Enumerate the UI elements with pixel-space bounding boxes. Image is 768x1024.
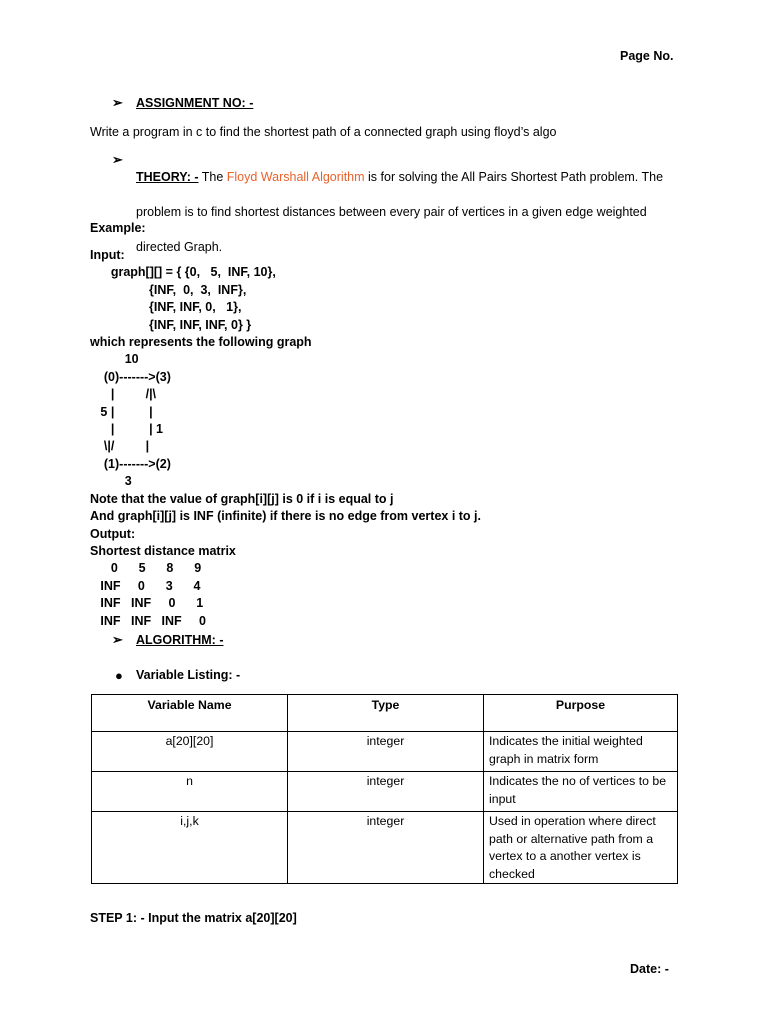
table-header-row [92,695,678,732]
header-purpose: Purpose [484,695,678,732]
variable-type-cell: integer [288,812,484,884]
page-number-label: Page No. [620,49,674,63]
variable-listing-heading: Variable Listing: - [136,668,241,682]
step-1-line [90,910,297,927]
example-code-block: Input: graph[][] = { {0, 5, INF, 10}, {INF, 0, 3, INF}, {INF, INF, 0, 1}, {INF, INF, INF, 0} } which represents the following graph 10 (0)------->(3) | /|\ 5 | | | | 1 \|/ | (1)------->(2) 3 Note that the value of graph[i][j] is 0 if i is equal to j And graph[i][j] is INF (infinite) if there is no edge from vertex i to j. Output: Shortest distance matrix 0 5 8 9 INF 0 3 4 INF INF 0 1 INF INF INF 0 [90,248,481,628]
table-row [92,772,678,812]
theory-line-3: directed Graph. [136,240,223,255]
step-1-label: STEP 1: [90,911,138,925]
arrow-bullet-icon: ➢ [112,632,123,647]
arrow-bullet-icon: ➢ [112,152,123,167]
variable-purpose-cell: Indicates the initial weighted graph in matrix form [484,732,678,772]
example-heading: Example: [90,221,146,235]
arrow-bullet-icon: ➢ [112,95,123,110]
variable-purpose-cell: Used in operation where direct path or alternative path from a vertex to a another vertex is checked [484,812,678,884]
theory-text-after: is for solving the All Pairs Shortest Path problem. The [364,170,664,185]
assignment-heading: ASSIGNMENT NO: - [136,96,254,110]
variable-listing-table [91,694,678,884]
table-row [92,812,678,884]
variable-name-cell: a[20][20] [92,732,288,772]
theory-line-1 [136,169,663,186]
header-variable-name: Variable Name [92,695,288,732]
round-bullet-icon: ● [115,668,123,683]
theory-label: THEORY: - [136,170,199,185]
header-type: Type [288,695,484,732]
variable-purpose-cell: Indicates the no of vertices to be input [484,772,678,812]
step-1-text: - Input the matrix a[20][20] [137,911,297,925]
algorithm-heading: ALGORITHM: - [136,633,224,647]
intro-paragraph: Write a program in c to find the shortest path of a connected graph using floyd’s algo [90,125,557,139]
theory-line-2: problem is to find shortest distances between every pair of vertices in a given edge weighted [136,205,647,220]
variable-name-cell: n [92,772,288,812]
theory-text-before: The [198,170,227,185]
variable-name-cell: i,j,k [92,812,288,884]
variable-type-cell: integer [288,772,484,812]
floyd-warshall-highlight: Floyd Warshall Algorithm [226,170,365,185]
variable-type-cell: integer [288,732,484,772]
table-row [92,732,678,772]
date-label: Date: - [630,962,669,976]
